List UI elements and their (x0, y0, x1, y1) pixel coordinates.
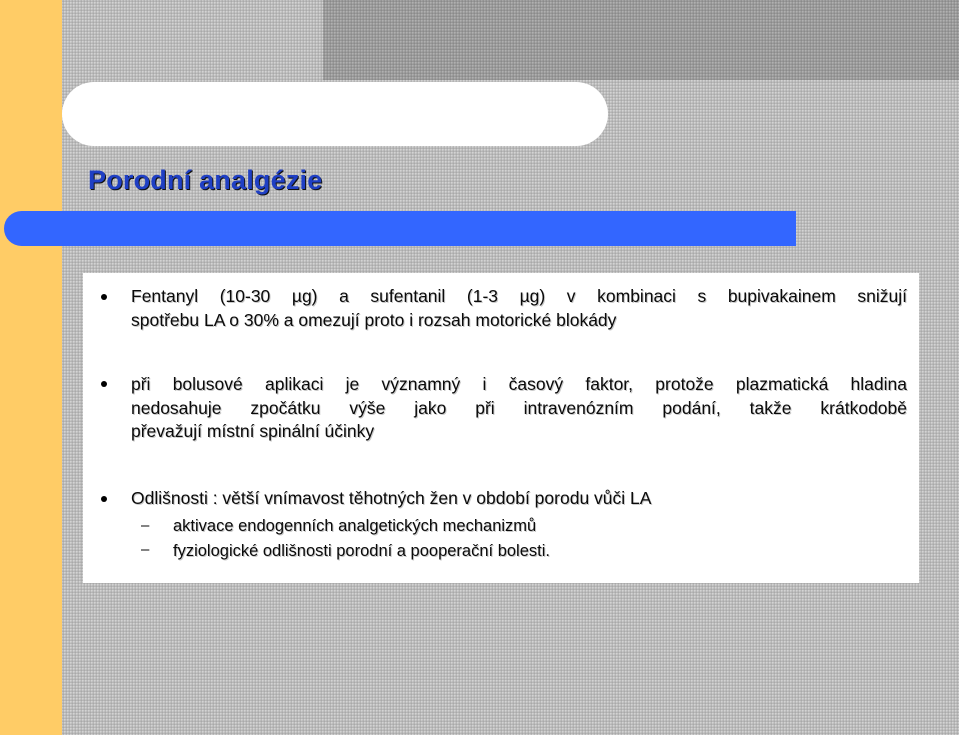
content-box (83, 273, 919, 583)
bullet-text-1 (131, 285, 907, 332)
bullet-2-line-2: nedosahuje zpočátku výše jako při intravenózním podání, takže krátkodobě (131, 397, 907, 418)
bullet-1-line-2: spotřebu LA o 30% a omezují proto i rozsah motorické blokády (131, 309, 617, 330)
textured-background-top (323, 0, 959, 80)
subbullet-dash: – (141, 517, 150, 534)
accent-bar (4, 211, 796, 246)
decorative-title-pill (62, 82, 608, 146)
bullet-3-line-1: Odlišnosti : větší vnímavost těhotných žen v období porodu vůči LA (131, 488, 652, 508)
slide-title: Porodní analgézie (88, 165, 323, 195)
bullet-dot (101, 381, 107, 387)
bullet-dot (101, 496, 107, 502)
subbullet-text-1: aktivace endogenních analgetických mechanizmů (173, 517, 537, 535)
bullet-2-line-1: při bolusové aplikaci je významný i časový faktor, protože plazmatická hladina (131, 374, 907, 394)
left-decorative-stripe (0, 0, 62, 735)
subbullet-text-2: fyziologické odlišnosti porodní a pooperační bolesti. (173, 542, 550, 560)
subbullet-dash: – (141, 541, 150, 558)
bullet-dot (101, 294, 107, 300)
bullet-2-line-3: převažují místní spinální účinky (131, 421, 375, 441)
bullet-1-line-1: Fentanyl (10-30 µg) a sufentanil (1-3 µg) v kombinaci s bupivakainem snižují (131, 286, 907, 306)
bullet-text-3 (131, 487, 907, 511)
bullet-text-2 (131, 373, 907, 444)
